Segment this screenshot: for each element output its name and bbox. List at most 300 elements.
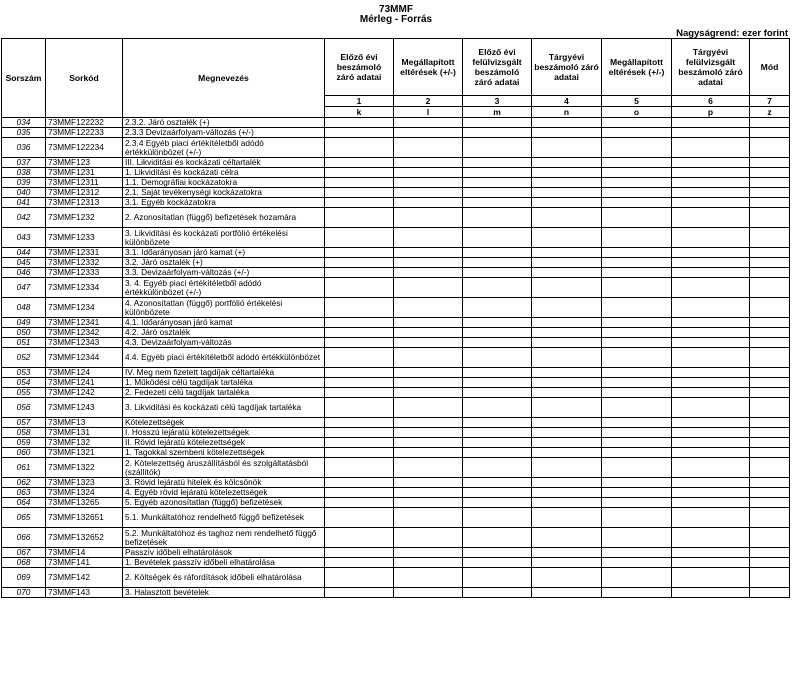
value-cell-3[interactable] — [463, 338, 532, 348]
value-cell-2[interactable] — [394, 388, 463, 398]
value-cell-4[interactable] — [532, 528, 602, 548]
row-code: 73MMF143 — [46, 588, 123, 598]
value-cell-2[interactable] — [394, 258, 463, 268]
value-cell-5[interactable] — [602, 278, 672, 298]
value-cell-4[interactable] — [532, 248, 602, 258]
value-cell-4[interactable] — [532, 338, 602, 348]
value-cell-5[interactable] — [602, 508, 672, 528]
value-cell-1[interactable] — [325, 158, 394, 168]
value-cell-1[interactable] — [325, 208, 394, 228]
value-cell-1[interactable] — [325, 488, 394, 498]
value-cell-4[interactable] — [532, 138, 602, 158]
value-cell-4[interactable] — [532, 268, 602, 278]
value-cell-2[interactable] — [394, 348, 463, 368]
value-cell-5[interactable] — [602, 368, 672, 378]
value-cell-2[interactable] — [394, 448, 463, 458]
value-cell-5[interactable] — [602, 328, 672, 338]
value-cell-1[interactable] — [325, 128, 394, 138]
value-cell-5[interactable] — [602, 528, 672, 548]
value-cell-7[interactable] — [750, 548, 790, 558]
value-cell-3[interactable] — [463, 208, 532, 228]
table-row — [2, 508, 790, 528]
table-row — [2, 488, 790, 498]
value-cell-6[interactable] — [672, 268, 750, 278]
value-cell-6[interactable] — [672, 258, 750, 268]
value-cell-3[interactable] — [463, 588, 532, 598]
value-cell-3[interactable] — [463, 118, 532, 128]
value-cell-4[interactable] — [532, 378, 602, 388]
value-cell-4[interactable] — [532, 368, 602, 378]
header-col-2: Megállapított eltérések (+/-) — [394, 39, 463, 96]
value-cell-7[interactable] — [750, 388, 790, 398]
value-cell-1[interactable] — [325, 278, 394, 298]
value-cell-3[interactable] — [463, 278, 532, 298]
value-cell-4[interactable] — [532, 258, 602, 268]
value-cell-4[interactable] — [532, 568, 602, 588]
value-cell-4[interactable] — [532, 278, 602, 298]
value-cell-2[interactable] — [394, 428, 463, 438]
value-cell-7[interactable] — [750, 118, 790, 128]
value-cell-7[interactable] — [750, 428, 790, 438]
value-cell-7[interactable] — [750, 368, 790, 378]
value-cell-4[interactable] — [532, 228, 602, 248]
value-cell-6[interactable] — [672, 248, 750, 258]
value-cell-5[interactable] — [602, 548, 672, 558]
value-cell-2[interactable] — [394, 138, 463, 158]
value-cell-3[interactable] — [463, 328, 532, 338]
value-cell-5[interactable] — [602, 448, 672, 458]
value-cell-7[interactable] — [750, 378, 790, 388]
value-cell-7[interactable] — [750, 448, 790, 458]
value-cell-3[interactable] — [463, 298, 532, 318]
value-cell-4[interactable] — [532, 168, 602, 178]
value-cell-2[interactable] — [394, 228, 463, 248]
table-row — [2, 178, 790, 188]
value-cell-1[interactable] — [325, 458, 394, 478]
value-cell-2[interactable] — [394, 378, 463, 388]
value-cell-6[interactable] — [672, 348, 750, 368]
value-cell-1[interactable] — [325, 498, 394, 508]
row-number: 069 — [2, 568, 46, 588]
value-cell-7[interactable] — [750, 438, 790, 448]
table-row — [2, 168, 790, 178]
value-cell-1[interactable] — [325, 258, 394, 268]
value-cell-2[interactable] — [394, 318, 463, 328]
value-cell-5[interactable] — [602, 488, 672, 498]
value-cell-5[interactable] — [602, 428, 672, 438]
value-cell-1[interactable] — [325, 528, 394, 548]
value-cell-1[interactable] — [325, 378, 394, 388]
value-cell-6[interactable] — [672, 488, 750, 498]
value-cell-4[interactable] — [532, 388, 602, 398]
value-cell-2[interactable] — [394, 558, 463, 568]
value-cell-2[interactable] — [394, 458, 463, 478]
value-cell-3[interactable] — [463, 128, 532, 138]
value-cell-2[interactable] — [394, 188, 463, 198]
value-cell-6[interactable] — [672, 448, 750, 458]
value-cell-1[interactable] — [325, 178, 394, 188]
value-cell-7[interactable] — [750, 158, 790, 168]
value-cell-7[interactable] — [750, 208, 790, 228]
value-cell-4[interactable] — [532, 348, 602, 368]
value-cell-5[interactable] — [602, 258, 672, 268]
value-cell-7[interactable] — [750, 498, 790, 508]
value-cell-6[interactable] — [672, 428, 750, 438]
value-cell-3[interactable] — [463, 558, 532, 568]
row-code: 73MMF141 — [46, 558, 123, 568]
row-name: 3. Rövid lejáratú hitelek és kölcsönök — [123, 478, 325, 488]
value-cell-6[interactable] — [672, 138, 750, 158]
value-cell-3[interactable] — [463, 178, 532, 188]
value-cell-2[interactable] — [394, 498, 463, 508]
value-cell-2[interactable] — [394, 508, 463, 528]
row-code: 73MMF12342 — [46, 328, 123, 338]
value-cell-1[interactable] — [325, 388, 394, 398]
row-code: 73MMF131 — [46, 428, 123, 438]
row-name: 3.1. Időarányosan járó kamat (+) — [123, 248, 325, 258]
value-cell-4[interactable] — [532, 398, 602, 418]
value-cell-6[interactable] — [672, 228, 750, 248]
value-cell-2[interactable] — [394, 438, 463, 448]
value-cell-3[interactable] — [463, 268, 532, 278]
value-cell-4[interactable] — [532, 178, 602, 188]
value-cell-5[interactable] — [602, 138, 672, 158]
value-cell-1[interactable] — [325, 508, 394, 528]
value-cell-1[interactable] — [325, 298, 394, 318]
value-cell-6[interactable] — [672, 558, 750, 568]
value-cell-5[interactable] — [602, 228, 672, 248]
value-cell-7[interactable] — [750, 478, 790, 488]
value-cell-7[interactable] — [750, 228, 790, 248]
value-cell-2[interactable] — [394, 488, 463, 498]
value-cell-3[interactable] — [463, 368, 532, 378]
value-cell-5[interactable] — [602, 118, 672, 128]
value-cell-7[interactable] — [750, 178, 790, 188]
value-cell-1[interactable] — [325, 478, 394, 488]
value-cell-7[interactable] — [750, 568, 790, 588]
value-cell-1[interactable] — [325, 558, 394, 568]
value-cell-2[interactable] — [394, 298, 463, 318]
value-cell-7[interactable] — [750, 328, 790, 338]
value-cell-6[interactable] — [672, 418, 750, 428]
value-cell-3[interactable] — [463, 398, 532, 418]
value-cell-2[interactable] — [394, 158, 463, 168]
value-cell-1[interactable] — [325, 348, 394, 368]
value-cell-5[interactable] — [602, 458, 672, 478]
value-cell-3[interactable] — [463, 258, 532, 268]
value-cell-5[interactable] — [602, 588, 672, 598]
value-cell-3[interactable] — [463, 228, 532, 248]
value-cell-3[interactable] — [463, 568, 532, 588]
value-cell-6[interactable] — [672, 478, 750, 488]
value-cell-1[interactable] — [325, 268, 394, 278]
value-cell-3[interactable] — [463, 498, 532, 508]
value-cell-2[interactable] — [394, 588, 463, 598]
value-cell-5[interactable] — [602, 268, 672, 278]
value-cell-3[interactable] — [463, 508, 532, 528]
value-cell-5[interactable] — [602, 498, 672, 508]
value-cell-1[interactable] — [325, 428, 394, 438]
value-cell-6[interactable] — [672, 168, 750, 178]
value-cell-2[interactable] — [394, 248, 463, 258]
value-cell-6[interactable] — [672, 278, 750, 298]
value-cell-3[interactable] — [463, 158, 532, 168]
value-cell-4[interactable] — [532, 208, 602, 228]
value-cell-7[interactable] — [750, 138, 790, 158]
value-cell-6[interactable] — [672, 378, 750, 388]
value-cell-1[interactable] — [325, 168, 394, 178]
value-cell-4[interactable] — [532, 488, 602, 498]
value-cell-5[interactable] — [602, 338, 672, 348]
value-cell-7[interactable] — [750, 188, 790, 198]
value-cell-5[interactable] — [602, 208, 672, 228]
value-cell-4[interactable] — [532, 158, 602, 168]
table-row — [2, 558, 790, 568]
value-cell-5[interactable] — [602, 568, 672, 588]
value-cell-7[interactable] — [750, 198, 790, 208]
value-cell-7[interactable] — [750, 258, 790, 268]
value-cell-6[interactable] — [672, 528, 750, 548]
value-cell-1[interactable] — [325, 588, 394, 598]
value-cell-5[interactable] — [602, 418, 672, 428]
value-cell-4[interactable] — [532, 188, 602, 198]
value-cell-3[interactable] — [463, 528, 532, 548]
value-cell-6[interactable] — [672, 398, 750, 418]
value-cell-2[interactable] — [394, 398, 463, 418]
value-cell-5[interactable] — [602, 318, 672, 328]
value-cell-7[interactable] — [750, 488, 790, 498]
value-cell-6[interactable] — [672, 318, 750, 328]
value-cell-7[interactable] — [750, 248, 790, 258]
value-cell-2[interactable] — [394, 338, 463, 348]
value-cell-7[interactable] — [750, 558, 790, 568]
value-cell-1[interactable] — [325, 328, 394, 338]
value-cell-2[interactable] — [394, 198, 463, 208]
value-cell-3[interactable] — [463, 248, 532, 258]
value-cell-3[interactable] — [463, 418, 532, 428]
table-row — [2, 458, 790, 478]
value-cell-7[interactable] — [750, 298, 790, 318]
value-cell-1[interactable] — [325, 338, 394, 348]
row-number: 036 — [2, 138, 46, 158]
value-cell-4[interactable] — [532, 548, 602, 558]
value-cell-1[interactable] — [325, 228, 394, 248]
table-row — [2, 588, 790, 598]
value-cell-6[interactable] — [672, 368, 750, 378]
value-cell-2[interactable] — [394, 168, 463, 178]
value-cell-4[interactable] — [532, 428, 602, 438]
value-cell-4[interactable] — [532, 458, 602, 478]
value-cell-7[interactable] — [750, 268, 790, 278]
table-row — [2, 418, 790, 428]
row-number: 051 — [2, 338, 46, 348]
table-row — [2, 208, 790, 228]
value-cell-7[interactable] — [750, 508, 790, 528]
value-cell-2[interactable] — [394, 118, 463, 128]
value-cell-2[interactable] — [394, 418, 463, 428]
value-cell-3[interactable] — [463, 388, 532, 398]
value-cell-2[interactable] — [394, 368, 463, 378]
value-cell-2[interactable] — [394, 268, 463, 278]
table-row — [2, 298, 790, 318]
value-cell-1[interactable] — [325, 138, 394, 158]
value-cell-1[interactable] — [325, 418, 394, 428]
table-row — [2, 548, 790, 558]
value-cell-5[interactable] — [602, 298, 672, 318]
value-cell-2[interactable] — [394, 278, 463, 298]
table-row — [2, 478, 790, 488]
value-cell-4[interactable] — [532, 588, 602, 598]
value-cell-7[interactable] — [750, 338, 790, 348]
value-cell-6[interactable] — [672, 118, 750, 128]
value-cell-7[interactable] — [750, 348, 790, 368]
value-cell-6[interactable] — [672, 548, 750, 558]
value-cell-4[interactable] — [532, 118, 602, 128]
row-number: 061 — [2, 458, 46, 478]
value-cell-6[interactable] — [672, 158, 750, 168]
value-cell-6[interactable] — [672, 188, 750, 198]
value-cell-6[interactable] — [672, 508, 750, 528]
value-cell-7[interactable] — [750, 588, 790, 598]
value-cell-4[interactable] — [532, 198, 602, 208]
value-cell-1[interactable] — [325, 118, 394, 128]
value-cell-2[interactable] — [394, 548, 463, 558]
value-cell-5[interactable] — [602, 478, 672, 488]
value-cell-1[interactable] — [325, 248, 394, 258]
value-cell-6[interactable] — [672, 328, 750, 338]
value-cell-2[interactable] — [394, 178, 463, 188]
header-num-3: 3 — [463, 96, 532, 107]
value-cell-1[interactable] — [325, 438, 394, 448]
header-letter-3: m — [463, 107, 532, 118]
value-cell-4[interactable] — [532, 508, 602, 528]
value-cell-3[interactable] — [463, 438, 532, 448]
value-cell-6[interactable] — [672, 198, 750, 208]
value-cell-6[interactable] — [672, 588, 750, 598]
value-cell-1[interactable] — [325, 198, 394, 208]
value-cell-2[interactable] — [394, 528, 463, 548]
value-cell-3[interactable] — [463, 188, 532, 198]
value-cell-4[interactable] — [532, 418, 602, 428]
value-cell-6[interactable] — [672, 568, 750, 588]
value-cell-4[interactable] — [532, 498, 602, 508]
header-col-5: Megállapított eltérések (+/-) — [602, 39, 672, 96]
row-name: 1. Működési célú tagdíjak tartaléka — [123, 378, 325, 388]
value-cell-1[interactable] — [325, 368, 394, 378]
value-cell-4[interactable] — [532, 448, 602, 458]
value-cell-6[interactable] — [672, 438, 750, 448]
value-cell-7[interactable] — [750, 458, 790, 478]
row-code: 73MMF1233 — [46, 228, 123, 248]
value-cell-5[interactable] — [602, 128, 672, 138]
value-cell-7[interactable] — [750, 318, 790, 328]
table-row — [2, 198, 790, 208]
value-cell-3[interactable] — [463, 348, 532, 368]
value-cell-4[interactable] — [532, 328, 602, 338]
header-sorkod: Sorkód — [46, 39, 123, 118]
value-cell-5[interactable] — [602, 398, 672, 418]
value-cell-3[interactable] — [463, 318, 532, 328]
value-cell-2[interactable] — [394, 208, 463, 228]
value-cell-1[interactable] — [325, 398, 394, 418]
table-row — [2, 428, 790, 438]
value-cell-4[interactable] — [532, 298, 602, 318]
value-cell-6[interactable] — [672, 178, 750, 188]
value-cell-5[interactable] — [602, 198, 672, 208]
row-number: 064 — [2, 498, 46, 508]
value-cell-3[interactable] — [463, 448, 532, 458]
value-cell-1[interactable] — [325, 448, 394, 458]
value-cell-4[interactable] — [532, 128, 602, 138]
value-cell-6[interactable] — [672, 458, 750, 478]
value-cell-6[interactable] — [672, 498, 750, 508]
value-cell-5[interactable] — [602, 178, 672, 188]
value-cell-5[interactable] — [602, 348, 672, 368]
value-cell-1[interactable] — [325, 568, 394, 588]
value-cell-1[interactable] — [325, 318, 394, 328]
value-cell-6[interactable] — [672, 208, 750, 228]
row-number: 059 — [2, 438, 46, 448]
row-code: 73MMF122234 — [46, 138, 123, 158]
value-cell-4[interactable] — [532, 438, 602, 448]
row-code: 73MMF122232 — [46, 118, 123, 128]
value-cell-4[interactable] — [532, 558, 602, 568]
value-cell-5[interactable] — [602, 248, 672, 258]
value-cell-6[interactable] — [672, 128, 750, 138]
row-name: IV. Meg nem fizetett tagdíjak céltartaléka — [123, 368, 325, 378]
value-cell-3[interactable] — [463, 428, 532, 438]
value-cell-2[interactable] — [394, 478, 463, 488]
value-cell-7[interactable] — [750, 278, 790, 298]
value-cell-4[interactable] — [532, 478, 602, 488]
value-cell-3[interactable] — [463, 198, 532, 208]
value-cell-4[interactable] — [532, 318, 602, 328]
value-cell-5[interactable] — [602, 188, 672, 198]
row-number: 058 — [2, 428, 46, 438]
value-cell-5[interactable] — [602, 438, 672, 448]
value-cell-3[interactable] — [463, 168, 532, 178]
value-cell-3[interactable] — [463, 478, 532, 488]
row-name: 1. Bevételek passzív időbeli elhatárolása — [123, 558, 325, 568]
value-cell-5[interactable] — [602, 558, 672, 568]
value-cell-7[interactable] — [750, 168, 790, 178]
value-cell-3[interactable] — [463, 138, 532, 158]
row-number: 063 — [2, 488, 46, 498]
value-cell-3[interactable] — [463, 458, 532, 478]
value-cell-3[interactable] — [463, 488, 532, 498]
value-cell-6[interactable] — [672, 388, 750, 398]
value-cell-2[interactable] — [394, 128, 463, 138]
value-cell-5[interactable] — [602, 158, 672, 168]
value-cell-6[interactable] — [672, 298, 750, 318]
value-cell-3[interactable] — [463, 378, 532, 388]
value-cell-1[interactable] — [325, 188, 394, 198]
value-cell-1[interactable] — [325, 548, 394, 558]
value-cell-5[interactable] — [602, 168, 672, 178]
value-cell-3[interactable] — [463, 548, 532, 558]
value-cell-5[interactable] — [602, 388, 672, 398]
row-code: 73MMF1322 — [46, 458, 123, 478]
value-cell-7[interactable] — [750, 398, 790, 418]
value-cell-2[interactable] — [394, 568, 463, 588]
value-cell-7[interactable] — [750, 128, 790, 138]
value-cell-7[interactable] — [750, 528, 790, 548]
value-cell-7[interactable] — [750, 418, 790, 428]
value-cell-5[interactable] — [602, 378, 672, 388]
row-name: 4.2. Járó osztalék — [123, 328, 325, 338]
value-cell-2[interactable] — [394, 328, 463, 338]
value-cell-6[interactable] — [672, 338, 750, 348]
